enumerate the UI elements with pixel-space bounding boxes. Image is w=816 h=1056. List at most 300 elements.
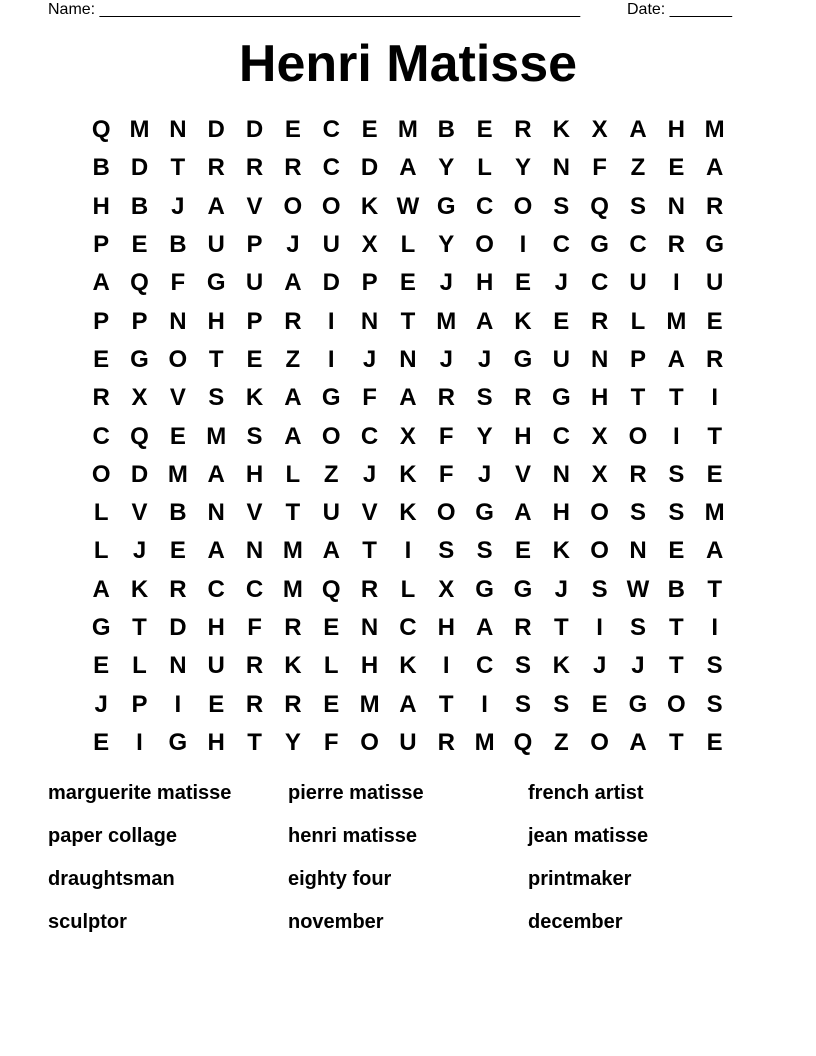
grid-letter: A — [207, 537, 225, 565]
grid-letter: T — [170, 154, 186, 182]
grid-letter: O — [321, 192, 341, 220]
grid-row — [82, 724, 734, 762]
grid-letter: Z — [553, 728, 569, 756]
grid-letter: O — [513, 192, 533, 220]
grid-letter: M — [436, 307, 457, 335]
grid-letter: G — [130, 345, 149, 373]
grid-letter: H — [207, 307, 225, 335]
grid-letter: T — [668, 728, 684, 756]
grid-letter: F — [247, 614, 262, 641]
grid-row — [82, 417, 734, 455]
grid-letter: R — [667, 231, 685, 259]
grid-letter: T — [668, 652, 684, 680]
grid-letter: B — [92, 154, 110, 182]
grid-letter: R — [514, 116, 532, 144]
grid-letter: S — [629, 499, 646, 527]
grid-letter: K — [552, 537, 570, 565]
grid-letter: V — [361, 499, 378, 527]
grid-letter: Z — [630, 154, 646, 182]
grid-row — [82, 149, 734, 187]
grid-letter: V — [514, 460, 531, 488]
grid-letter: O — [321, 422, 341, 450]
grid-letter: S — [514, 690, 531, 718]
word-list-item: marguerite matisse — [48, 782, 232, 804]
grid-letter: J — [439, 345, 453, 373]
grid-letter: G — [705, 231, 724, 259]
grid-letter: R — [284, 154, 302, 182]
grid-letter: J — [477, 460, 492, 488]
word-list — [48, 778, 768, 950]
grid-letter: R — [207, 154, 225, 182]
grid-letter: I — [672, 269, 680, 297]
grid-letter: K — [552, 116, 570, 144]
grid-letter: M — [666, 307, 687, 335]
grid-letter: A — [284, 269, 302, 297]
grid-letter: Z — [323, 460, 339, 488]
grid-letter: O — [666, 690, 686, 718]
grid-letter: M — [167, 460, 188, 488]
grid-letter: E — [284, 116, 301, 144]
grid-letter: C — [552, 422, 570, 450]
grid-letter: S — [514, 652, 531, 680]
grid-letter: P — [93, 307, 110, 335]
grid-letter: V — [246, 192, 263, 220]
grid-row — [82, 302, 734, 340]
grid-letter: Q — [130, 269, 149, 297]
grid-letter: R — [360, 575, 379, 603]
grid-letter: R — [284, 690, 302, 718]
grid-letter: E — [514, 269, 531, 297]
grid-letter: S — [553, 690, 570, 718]
grid-letter: H — [475, 269, 494, 297]
grid-letter: U — [552, 345, 570, 373]
grid-letter: H — [207, 614, 225, 641]
grid-letter: O — [590, 499, 609, 527]
grid-letter: J — [592, 652, 607, 680]
word-list-item: pierre matisse — [288, 782, 424, 804]
grid-letter: A — [399, 384, 417, 412]
grid-letter: N — [552, 154, 570, 182]
grid-letter: N — [360, 614, 379, 641]
grid-letter: P — [131, 690, 148, 718]
grid-letter: Y — [476, 422, 493, 450]
grid-letter: A — [667, 345, 685, 373]
grid-letter: W — [626, 575, 650, 603]
grid-letter: P — [361, 269, 378, 297]
grid-letter: I — [327, 307, 335, 335]
grid-row — [82, 188, 734, 226]
grid-letter: P — [246, 307, 263, 335]
grid-letter: J — [631, 652, 645, 680]
grid-letter: T — [362, 537, 377, 565]
grid-letter: E — [668, 537, 685, 565]
grid-letter: F — [362, 384, 377, 412]
grid-letter: E — [514, 537, 531, 565]
grid-letter: U — [399, 728, 417, 756]
grid-letter: L — [93, 537, 109, 565]
grid-letter: U — [207, 652, 225, 680]
grid-letter: B — [169, 499, 187, 527]
grid-letter: C — [360, 422, 379, 450]
grid-letter: F — [592, 154, 607, 182]
grid-letter: A — [629, 116, 647, 144]
grid-letter: Q — [130, 422, 149, 450]
grid-letter: G — [551, 384, 571, 412]
grid-letter: R — [169, 575, 187, 603]
grid-letter: L — [477, 154, 492, 182]
grid-letter: I — [711, 384, 718, 412]
grid-letter: C — [590, 269, 609, 297]
grid-letter: S — [208, 384, 225, 412]
grid-letter: C — [552, 231, 570, 259]
grid-letter: L — [93, 499, 109, 527]
grid-letter: A — [92, 575, 110, 603]
grid-letter: H — [667, 116, 685, 144]
grid-letter: E — [131, 231, 148, 259]
grid-letter: H — [552, 499, 570, 527]
word-list-item: draughtsman — [48, 868, 175, 890]
grid-letter: E — [93, 345, 110, 373]
grid-letter: H — [360, 652, 379, 680]
grid-letter: N — [590, 345, 609, 373]
grid-letter: O — [360, 728, 379, 756]
grid-letter: I — [672, 422, 680, 450]
grid-row — [82, 379, 734, 417]
grid-letter: R — [437, 384, 455, 412]
grid-letter: O — [283, 192, 303, 220]
grid-letter: H — [590, 384, 609, 412]
grid-letter: M — [704, 499, 725, 527]
grid-letter: C — [629, 231, 647, 259]
grid-row — [82, 341, 734, 379]
grid-letter: U — [706, 269, 724, 297]
grid-letter: K — [399, 460, 417, 488]
grid-letter: E — [93, 728, 110, 756]
grid-letter: G — [206, 269, 226, 297]
grid-letter: L — [400, 575, 416, 603]
grid-letter: M — [206, 422, 227, 450]
grid-letter: C — [322, 154, 340, 182]
word-list-item: sculptor — [48, 911, 127, 933]
grid-letter: U — [245, 269, 264, 297]
grid-letter: A — [207, 192, 225, 220]
grid-letter: I — [596, 614, 603, 641]
grid-letter: S — [706, 690, 723, 718]
grid-letter: G — [590, 231, 609, 259]
grid-letter: S — [668, 499, 685, 527]
word-list-item: december — [528, 911, 623, 933]
grid-letter: Q — [91, 116, 111, 144]
grid-letter: D — [360, 154, 379, 182]
grid-letter: G — [513, 345, 533, 373]
grid-letter: R — [706, 192, 724, 220]
grid-letter: M — [704, 116, 725, 144]
grid-row — [82, 111, 734, 149]
grid-letter: A — [92, 269, 110, 297]
grid-letter: Y — [514, 154, 531, 182]
grid-letter: A — [706, 537, 724, 565]
word-list-item: eighty four — [288, 868, 392, 890]
grid-letter: J — [171, 192, 185, 220]
grid-letter: T — [400, 307, 416, 335]
grid-letter: N — [399, 345, 417, 373]
word-list-item: printmaker — [528, 868, 632, 890]
grid-letter: K — [360, 192, 379, 220]
grid-letter: M — [282, 575, 303, 603]
grid-row — [82, 609, 734, 647]
grid-letter: W — [396, 192, 420, 220]
grid-letter: R — [437, 728, 455, 756]
grid-letter: R — [706, 345, 724, 373]
grid-letter: V — [246, 499, 263, 527]
grid-letter: J — [554, 575, 568, 603]
grid-letter: M — [359, 690, 380, 718]
grid-letter: I — [404, 537, 412, 565]
grid-letter: E — [323, 690, 340, 718]
grid-letter: H — [207, 728, 225, 756]
grid-letter: X — [399, 422, 416, 450]
grid-letter: Y — [438, 231, 455, 259]
grid-row — [82, 532, 734, 570]
grid-letter: A — [475, 307, 494, 335]
grid-letter: X — [591, 460, 608, 488]
grid-letter: L — [132, 652, 147, 680]
grid-letter: K — [552, 652, 570, 680]
grid-letter: E — [246, 345, 263, 373]
grid-letter: E — [706, 307, 723, 335]
grid-letter: P — [246, 231, 263, 259]
grid-letter: T — [668, 614, 684, 641]
name-field-label: Name: ______________________________________________________ — [48, 1, 581, 18]
grid-letter: S — [591, 575, 608, 603]
grid-letter: N — [552, 460, 570, 488]
word-list-item: henri matisse — [288, 825, 417, 847]
grid-letter: J — [286, 231, 300, 259]
grid-letter: I — [711, 614, 718, 641]
grid-letter: N — [169, 116, 187, 144]
grid-letter: T — [707, 575, 722, 603]
grid-letter: S — [629, 192, 646, 220]
grid-letter: I — [174, 690, 182, 718]
grid-letter: E — [706, 728, 723, 756]
grid-letter: C — [207, 575, 225, 603]
grid-letter: D — [130, 460, 149, 488]
grid-letter: S — [668, 460, 685, 488]
grid-letter: N — [245, 537, 264, 565]
grid-letter: J — [362, 345, 377, 373]
grid-letter: O — [475, 231, 494, 259]
grid-letter: A — [629, 728, 647, 756]
grid-letter: A — [322, 537, 340, 565]
grid-letter: D — [245, 116, 264, 144]
grid-letter: C — [475, 192, 494, 220]
grid-letter: Z — [285, 345, 301, 373]
grid-letter: N — [360, 307, 379, 335]
grid-letter: G — [321, 384, 341, 412]
grid-letter: K — [245, 384, 264, 412]
grid-letter: E — [668, 154, 685, 182]
grid-letter: D — [322, 269, 340, 297]
grid-letter: A — [284, 422, 302, 450]
grid-letter: E — [208, 690, 225, 718]
grid-letter: B — [667, 575, 685, 603]
grid-letter: B — [437, 116, 455, 144]
grid-letter: T — [438, 690, 454, 718]
grid-letter: E — [399, 269, 416, 297]
grid-letter: G — [168, 728, 188, 756]
grid-letter: O — [590, 728, 609, 756]
grid-letter: A — [207, 460, 225, 488]
grid-letter: D — [207, 116, 225, 144]
grid-letter: G — [513, 575, 533, 603]
grid-letter: F — [323, 728, 339, 756]
grid-letter: G — [91, 614, 111, 641]
grid-letter: G — [628, 690, 648, 718]
grid-letter: C — [245, 575, 264, 603]
grid-letter: S — [706, 652, 723, 680]
grid-letter: I — [136, 728, 143, 756]
grid-letter: K — [284, 652, 302, 680]
grid-letter: B — [169, 231, 187, 259]
grid-letter: A — [399, 690, 417, 718]
grid-letter: X — [438, 575, 455, 603]
grid-row — [82, 226, 734, 264]
grid-letter: I — [481, 690, 488, 718]
grid-letter: K — [514, 307, 532, 335]
grid-letter: A — [399, 154, 417, 182]
grid-letter: T — [285, 499, 301, 527]
grid-row — [82, 264, 734, 302]
grid-letter: P — [131, 307, 148, 335]
grid-letter: I — [327, 345, 335, 373]
grid-letter: P — [629, 345, 646, 373]
grid-letter: H — [437, 614, 455, 641]
grid-letter: O — [590, 537, 609, 565]
header — [48, 0, 768, 20]
grid-letter: M — [397, 116, 418, 144]
grid-letter: T — [208, 345, 224, 373]
grid-letter: S — [476, 537, 493, 565]
grid-letter: L — [323, 652, 339, 680]
grid-letter: R — [92, 384, 110, 412]
grid-letter: E — [169, 537, 186, 565]
grid-letter: Y — [284, 728, 301, 756]
grid-row — [82, 571, 734, 609]
grid-letter: V — [131, 499, 148, 527]
grid-letter: X — [361, 231, 378, 259]
grid-letter: R — [590, 307, 609, 335]
grid-letter: U — [322, 499, 340, 527]
grid-letter: A — [475, 614, 494, 641]
grid-letter: R — [245, 652, 264, 680]
grid-letter: L — [285, 460, 301, 488]
word-list-item: french artist — [528, 782, 644, 804]
grid-letter: J — [132, 537, 147, 565]
grid-letter: E — [476, 116, 493, 144]
grid-letter: R — [284, 307, 302, 335]
grid-letter: T — [668, 384, 684, 412]
grid-letter: K — [399, 499, 417, 527]
grid-letter: R — [284, 614, 302, 641]
word-list-item: november — [288, 911, 384, 933]
grid-letter: T — [553, 614, 569, 641]
grid-row — [82, 685, 734, 723]
grid-letter: T — [630, 384, 646, 412]
grid-letter: J — [477, 345, 492, 373]
grid-letter: Q — [321, 575, 341, 603]
grid-letter: V — [169, 384, 186, 412]
grid-letter: S — [246, 422, 263, 450]
grid-letter: X — [591, 116, 608, 144]
grid-row — [82, 494, 734, 532]
grid-letter: B — [130, 192, 149, 220]
grid-letter: K — [130, 575, 149, 603]
grid-letter: E — [169, 422, 186, 450]
grid-letter: N — [667, 192, 685, 220]
letter-grid — [82, 111, 734, 762]
grid-letter: R — [514, 384, 532, 412]
page-title: Henri Matisse — [238, 35, 578, 93]
grid-letter: E — [706, 460, 723, 488]
grid-letter: C — [92, 422, 110, 450]
grid-letter: J — [439, 269, 453, 297]
grid-letter: F — [170, 269, 186, 297]
grid-letter: N — [169, 307, 187, 335]
grid-letter: U — [207, 231, 225, 259]
grid-letter: Q — [513, 728, 533, 756]
grid-letter: G — [475, 575, 494, 603]
grid-letter: M — [129, 116, 150, 144]
grid-letter: G — [475, 499, 494, 527]
grid-letter: E — [93, 652, 110, 680]
grid-letter: N — [629, 537, 647, 565]
grid-letter: K — [399, 652, 417, 680]
grid-letter: T — [707, 422, 722, 450]
grid-letter: A — [284, 384, 302, 412]
grid-letter: N — [169, 652, 187, 680]
grid-letter: T — [132, 614, 147, 641]
grid-letter: I — [442, 652, 450, 680]
grid-letter: E — [361, 116, 378, 144]
word-list-item: jean matisse — [528, 825, 649, 847]
grid-letter: X — [591, 422, 608, 450]
grid-letter: D — [169, 614, 187, 641]
grid-letter: R — [514, 614, 532, 641]
grid-letter: E — [553, 307, 570, 335]
grid-letter: C — [399, 614, 417, 641]
grid-letter: M — [282, 537, 303, 565]
grid-letter: U — [322, 231, 340, 259]
grid-letter: Y — [438, 154, 455, 182]
grid-letter: C — [475, 652, 494, 680]
grid-letter: S — [629, 614, 646, 641]
grid-letter: E — [323, 614, 340, 641]
grid-letter: F — [438, 422, 454, 450]
grid-letter: L — [630, 307, 646, 335]
grid-letter: H — [245, 460, 264, 488]
grid-letter: H — [92, 192, 110, 220]
grid-letter: N — [207, 499, 225, 527]
grid-letter: E — [591, 690, 608, 718]
grid-letter: R — [629, 460, 647, 488]
grid-letter: O — [91, 460, 111, 488]
grid-letter: U — [629, 269, 647, 297]
grid-letter: F — [438, 460, 454, 488]
grid-letter: X — [131, 384, 148, 412]
grid-letter: M — [474, 728, 495, 756]
grid-letter: O — [628, 422, 648, 450]
grid-letter: L — [400, 231, 416, 259]
